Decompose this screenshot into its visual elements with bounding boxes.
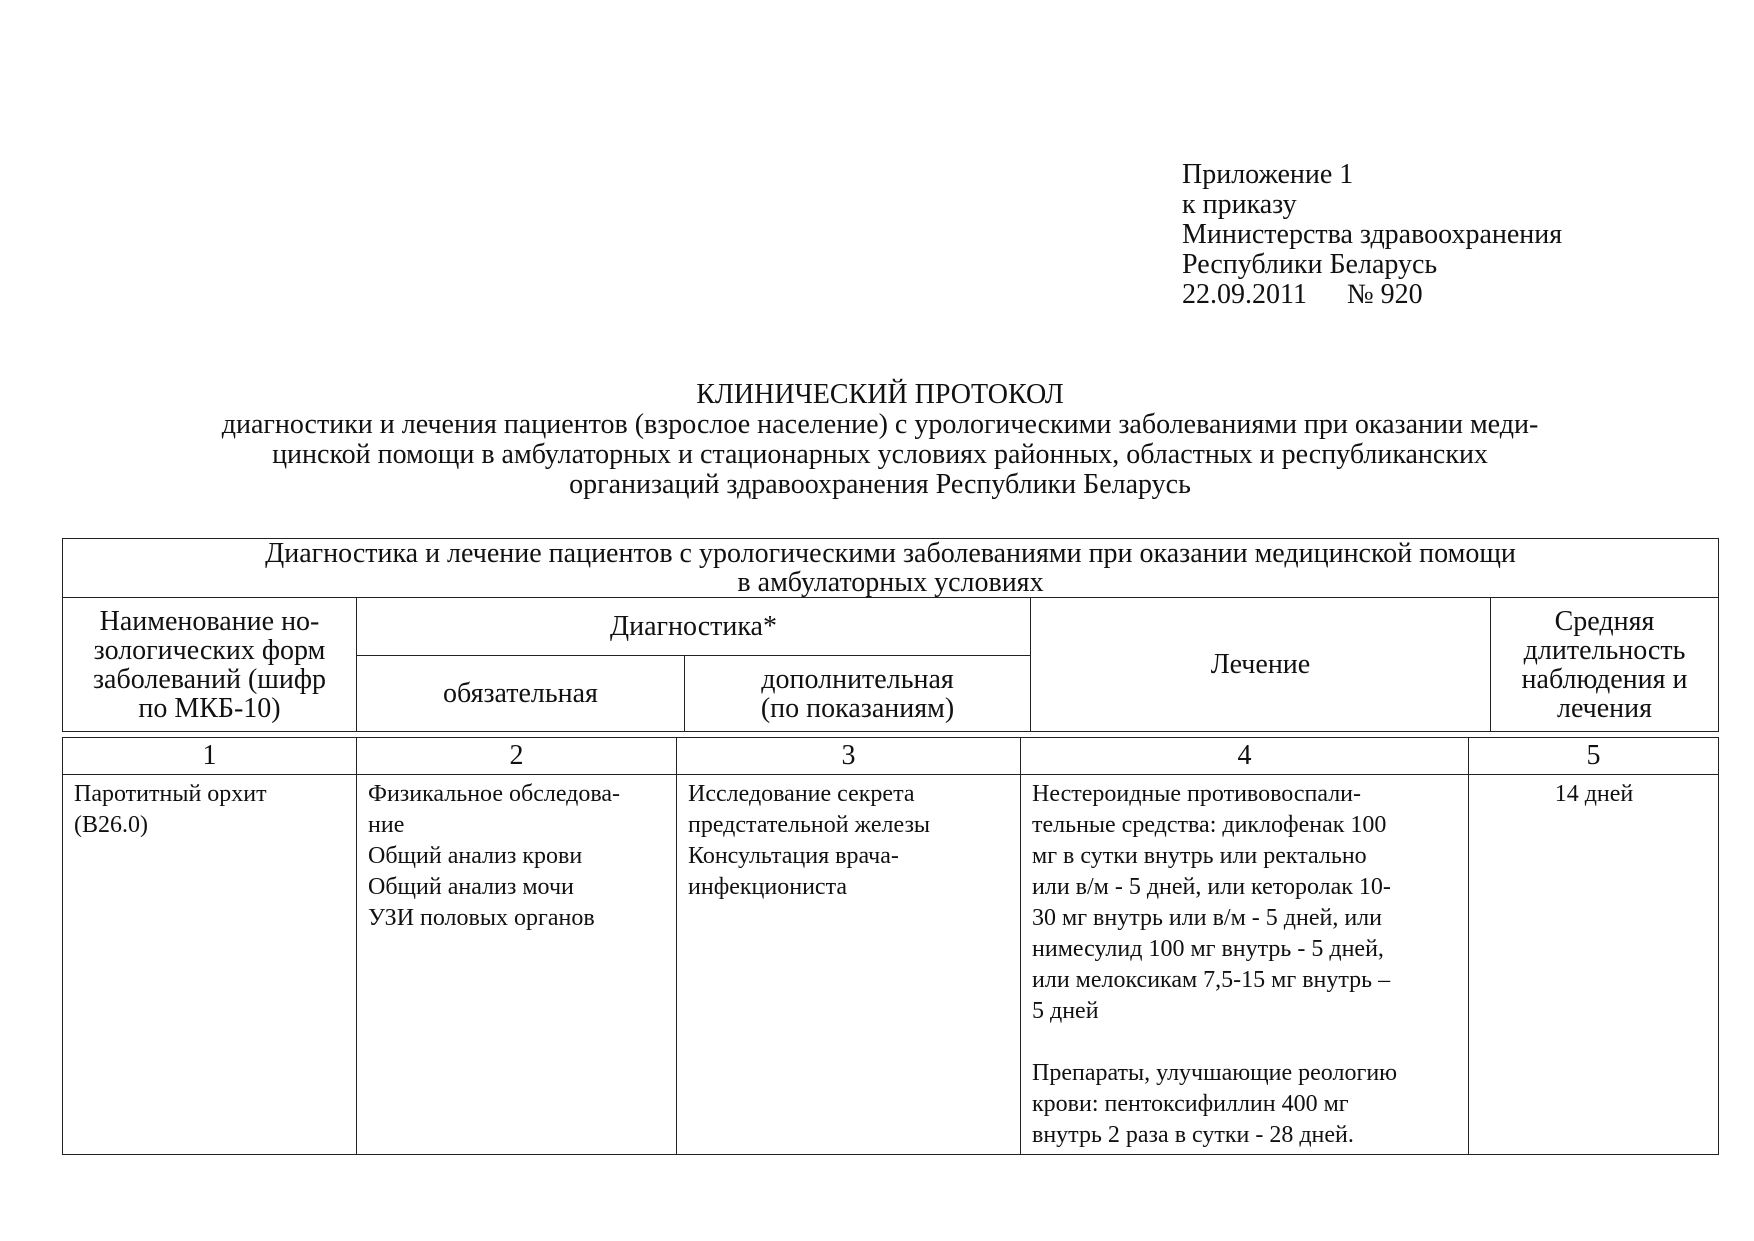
protocol-body-table: [62, 737, 1719, 1155]
cell-line: 5 дней: [1032, 998, 1099, 1024]
title-heading: КЛИНИЧЕСКИЙ ПРОТОКОЛ: [696, 379, 1064, 410]
cell-line: (B26.0): [74, 812, 148, 838]
title-line-3: организаций здравоохранения Республики Беларусь: [569, 469, 1191, 500]
cell-diag-additional: [677, 775, 1021, 1155]
header-nosology-line: по МКБ-10): [138, 692, 281, 724]
header-duration-line: лечения: [1556, 692, 1653, 724]
column-number: 3: [677, 738, 1021, 775]
column-number: 2: [357, 738, 677, 775]
header-diag-mandatory: обязательная: [357, 656, 685, 732]
protocol-header-table: [62, 538, 1719, 732]
cell-line: или в/м - 5 дней, или кеторолак 10-: [1032, 874, 1391, 900]
header-nosology: [63, 598, 357, 732]
cell-line: тельные средства: диклофенак 100: [1032, 812, 1387, 838]
cell-line: Консультация врача-: [688, 843, 899, 869]
cell-line: предстательной железы: [688, 812, 931, 838]
cell-line: нимесулид 100 мг внутрь - 5 дней,: [1032, 936, 1384, 962]
approval-line-republic: Республики Беларусь: [1182, 249, 1438, 280]
header-duration-line: Средняя: [1554, 605, 1655, 637]
header-duration: [1491, 598, 1719, 732]
cell-line: инфекциониста: [688, 874, 848, 900]
cell-line: 30 мг внутрь или в/м - 5 дней, или: [1032, 905, 1382, 931]
column-number: 5: [1469, 738, 1719, 775]
cell-line: Нестероидные противовоспали-: [1032, 781, 1362, 807]
cell-line: крови: пентоксифиллин 400 мг: [1032, 1091, 1349, 1117]
cell-line: Общий анализ мочи: [368, 874, 574, 900]
header-duration-line: наблюдения и: [1521, 663, 1688, 695]
cell-treatment: [1021, 775, 1469, 1155]
cell-line: Исследование секрета: [688, 781, 915, 807]
cell-line: Физикальное обследова-: [368, 781, 621, 807]
cell-line: внутрь 2 раза в сутки - 28 дней.: [1032, 1122, 1354, 1148]
cell-line: Общий анализ крови: [368, 843, 583, 869]
cell-nosology: [63, 775, 357, 1155]
header-nosology-line: заболеваний (шифр: [92, 663, 326, 695]
header-nosology-line: Наименование но-: [99, 605, 320, 637]
approval-line-annex: Приложение 1: [1182, 159, 1354, 190]
banner-line-2: в амбулаторных условиях: [737, 567, 1044, 598]
title-line-1: диагностики и лечения пациентов (взрослое население) с урологическими заболеваниями при оказании меди-: [221, 409, 1539, 440]
header-treatment: Лечение: [1031, 598, 1491, 732]
approval-block: [1182, 160, 1562, 310]
header-duration-line: длительность: [1523, 634, 1686, 666]
column-number: 4: [1021, 738, 1469, 775]
approval-date-number: [1182, 280, 1562, 310]
cell-line: или мелоксикам 7,5-15 мг внутрь –: [1032, 967, 1391, 993]
paragraph-gap: [1032, 1027, 1458, 1058]
cell-line: мг в сутки внутрь или ректально: [1032, 843, 1367, 869]
banner-line-1: Диагностика и лечение пациентов с урологическими заболеваниями при оказании медицинской помощи: [265, 538, 1516, 569]
title-line-2: цинской помощи в амбулаторных и стационарных условиях районных, областных и республиканских: [272, 439, 1488, 470]
cell-line: ние: [368, 812, 405, 838]
document-title: [120, 380, 1640, 500]
header-diag-additional: [685, 656, 1031, 732]
header-diag-additional-line: (по показаниям): [760, 692, 955, 724]
approval-date: 22.09.2011: [1182, 279, 1307, 310]
approval-line-ministry: Министерства здравоохранения: [1182, 219, 1563, 250]
header-diagnostics: Диагностика*: [357, 598, 1031, 656]
column-number: 1: [63, 738, 357, 775]
table-banner: [63, 539, 1719, 598]
cell-line: УЗИ половых органов: [368, 905, 595, 931]
cell-line: Препараты, улучшающие реологию: [1032, 1060, 1398, 1086]
cell-diag-mandatory: [357, 775, 677, 1155]
cell-duration: 14 дней: [1469, 775, 1719, 1155]
table-row: [63, 775, 1719, 1155]
header-diag-additional-line: дополнительная: [761, 663, 954, 695]
approval-number: № 920: [1346, 279, 1423, 310]
column-number-row: [63, 738, 1719, 775]
header-nosology-line: зологических форм: [93, 634, 326, 666]
approval-line-to-order: к приказу: [1182, 189, 1297, 220]
cell-line: Паротитный орхит: [74, 781, 267, 807]
